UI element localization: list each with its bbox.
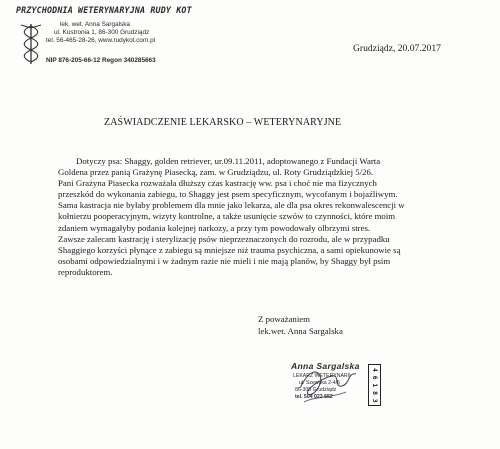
stamp-vet-title: LEKARZ WETERYNARII	[293, 373, 351, 379]
vet-signature-stamp	[281, 361, 381, 405]
body-line: reproduktorem.	[58, 266, 113, 277]
body-line: Pani Grażyna Piasecka rozważała dłuższy czas kastrację ww. psa i choć nie ma fizycznych	[58, 178, 377, 189]
body-line: Sama kastracja nie byłaby problemem dla mnie jako lekarza, ale dla psa okres rekonwalescencji w	[58, 200, 405, 211]
clinic-name: PRZYCHODNIA WETERYNARYJNA RUDY KOT	[16, 6, 192, 16]
body-line: Dotyczy psa: Shaggy, golden retriever, ur.09.11.2011, adoptowanego z Fundacji Warta	[76, 156, 381, 166]
document-title: ZAŚWIADCZENIE LEKARSKO – WETERYNARYJNE	[104, 117, 342, 128]
clinic-vet-name: lek. wet. Anna Sargalska	[60, 21, 130, 28]
clinic-letterhead-stamp	[16, 6, 206, 68]
document-body	[58, 156, 458, 278]
closing-greeting: Z poważaniem	[258, 314, 311, 324]
place-date: Grudziądz, 20.07.2017	[353, 43, 441, 54]
clinic-phone-web: tel. 56-465-28-26, www.rudykot.com.pl	[46, 37, 156, 44]
closing-block	[258, 313, 343, 337]
clinic-address: ul. Kustronia 1, 86-300 Grudziądz	[54, 29, 150, 36]
clinic-nip-regon: NIP 876-205-66-12 Regon 340285663	[46, 57, 156, 64]
body-line: zdaniem wymagałyby podania kolejnej narkozy, a przy tym powodowały olbrzymi stres.	[58, 222, 371, 233]
stamp-street: ul. Szewska 2-4/5	[299, 380, 340, 386]
body-line: osobami odpowiedzialnymi i w żadnym razie nie mieli i nie mają planów, by Shaggy był psim	[58, 255, 391, 266]
body-line: kołnierzu pooperacyjnym, wizyty kontrolne, a także usunięcie szwów to czynności, które moim	[58, 211, 396, 222]
body-line: przeszkód do wykonania zabiegu, to Shaggy jest psem specyficznym, wycofanym i bojaźliwym.	[58, 189, 398, 200]
body-line: Shaggiego korzyści płynące z zabiegu są mniejsze niż trauma psychiczna, a sami opiekunowie są	[58, 244, 401, 255]
license-number-box: 4 6 1 8 3	[368, 364, 381, 406]
stamp-city: 86-300 Grudziądz	[295, 387, 337, 393]
stamp-tel: tel. 504 023 652	[295, 394, 333, 400]
closing-signer: lek.wet. Anna Sargalska	[258, 326, 343, 336]
stamp-vet-name: Anna Sargalska	[291, 361, 360, 371]
caduceus-icon	[18, 20, 44, 66]
body-line: Zawsze zalecam kastrację i sterylizację psów nieprzeznaczonych do rozrodu, ale w przypadku	[58, 233, 390, 244]
body-line: Goldena przez panią Grażynę Piasecką, zam. w Grudziądzu, ul. Roty Grudziądzkiej 5/26.	[58, 167, 374, 178]
